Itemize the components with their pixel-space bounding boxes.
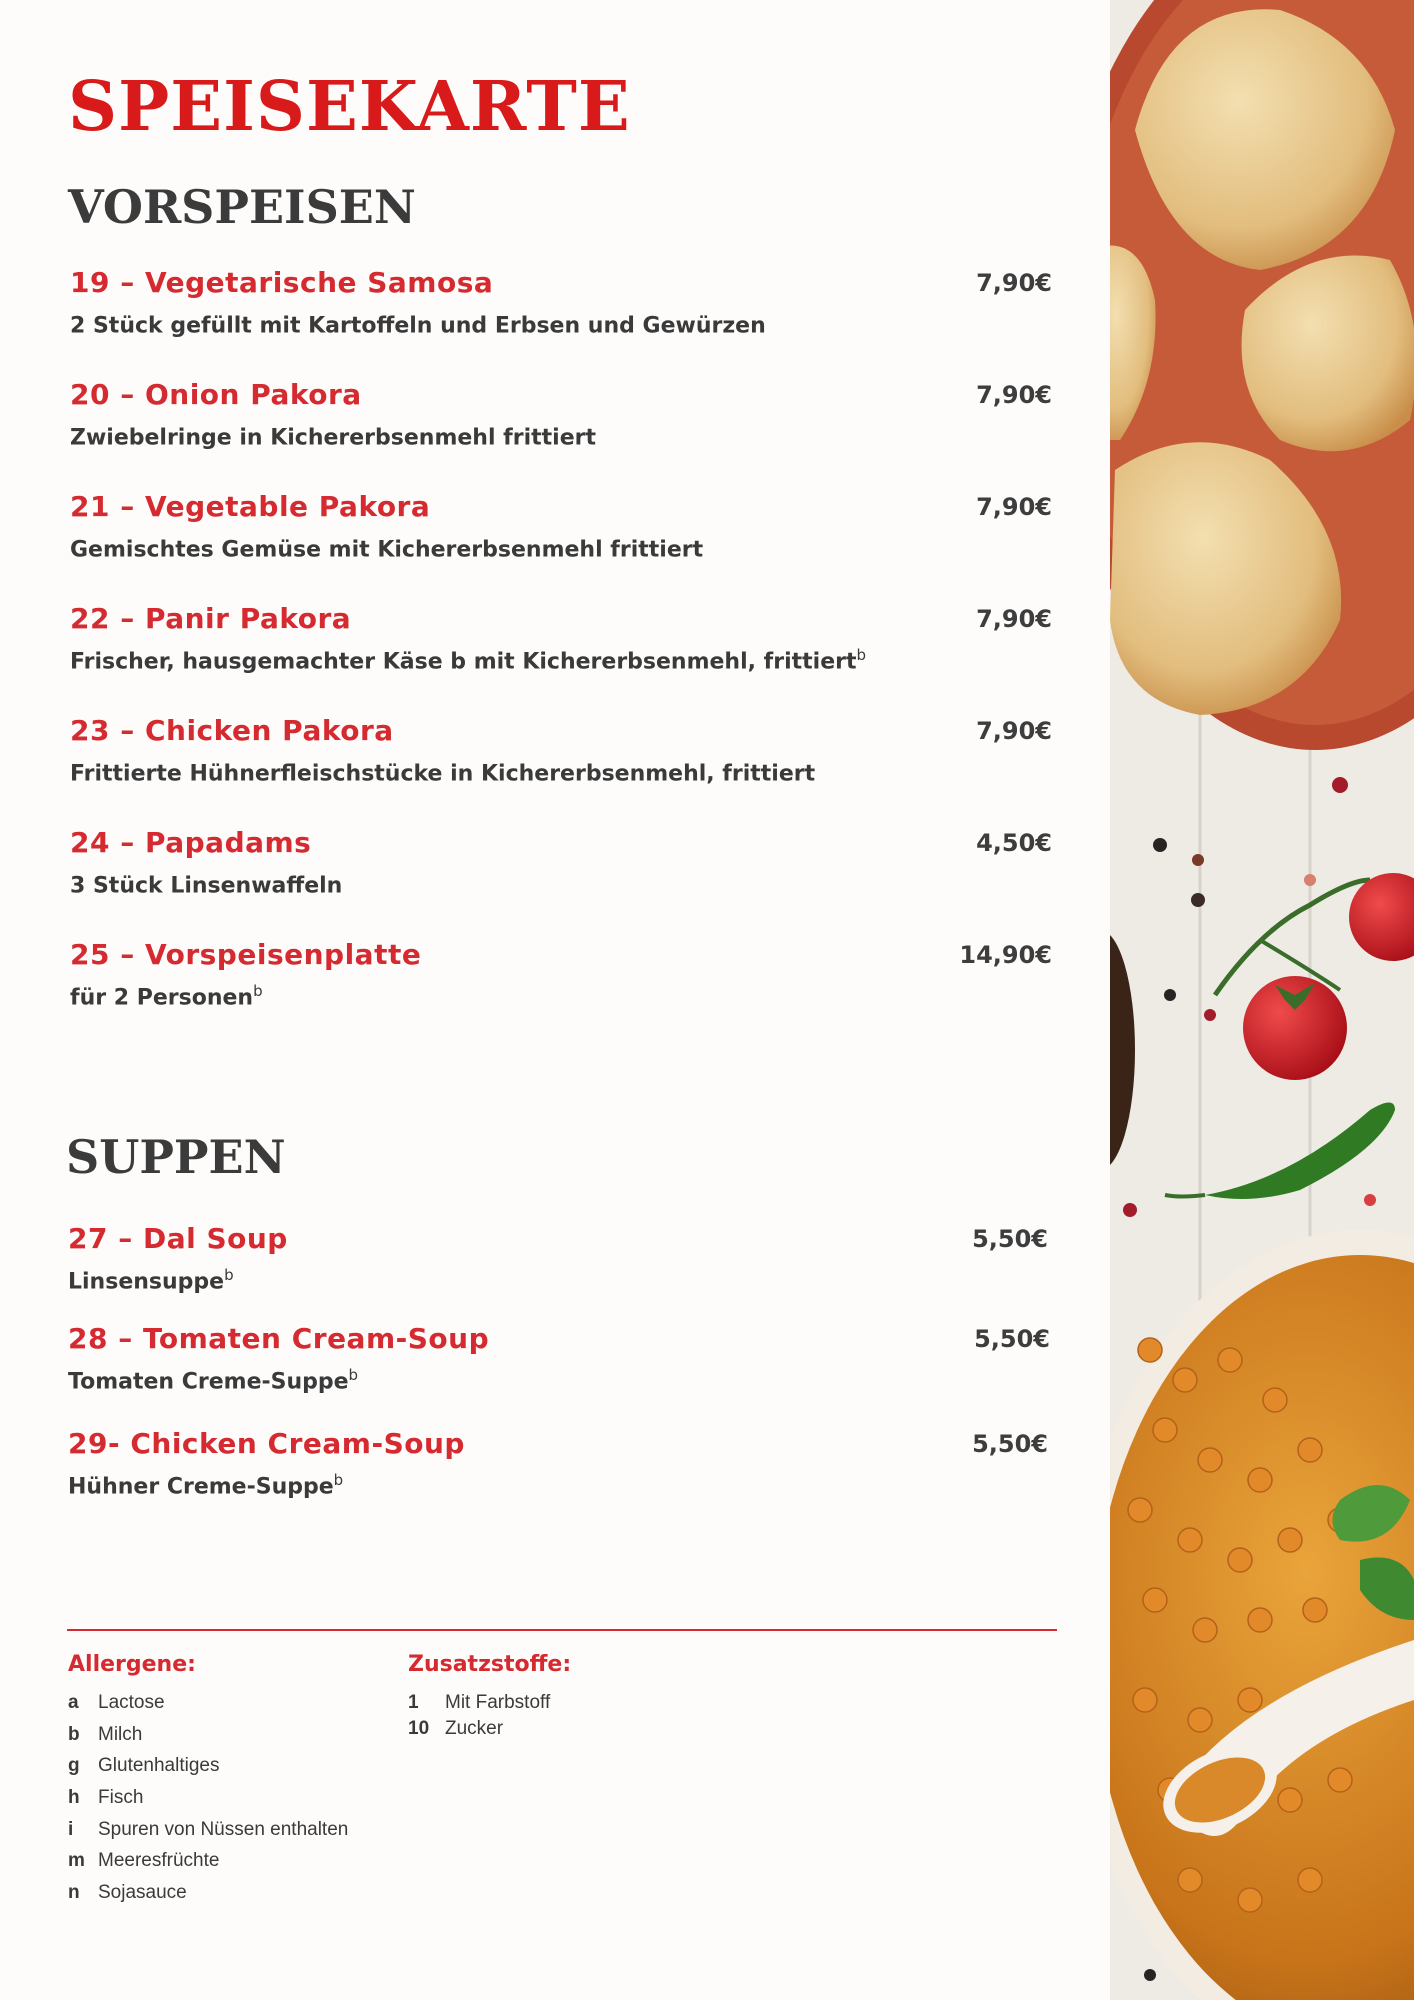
menu-item: [68, 1222, 1048, 1297]
item-desc-text: 3 Stück Linsenwaffeln: [70, 873, 343, 899]
item-description: [70, 752, 1052, 789]
section-heading-vorspeisen: VORSPEISEN: [68, 180, 416, 234]
item-description: [70, 976, 1052, 1013]
item-description: [70, 304, 1052, 341]
legend-code: n: [68, 1882, 80, 1904]
item-price: 7,90€: [976, 605, 1052, 633]
item-price: 7,90€: [976, 493, 1052, 521]
legend-item: [68, 1819, 348, 1851]
item-name: 29- Chicken Cream-Soup: [68, 1427, 465, 1460]
item-desc-text: 2 Stück gefüllt mit Kartoffeln und Erbsen und Gewürzen: [70, 313, 766, 339]
food-photo-icon: [1110, 0, 1414, 2000]
item-desc-text: Zwiebelringe in Kichererbsenmehl frittiert: [70, 425, 596, 451]
item-price: 7,90€: [976, 269, 1052, 297]
legend-item: [68, 1724, 348, 1756]
item-name: 22 – Panir Pakora: [70, 602, 352, 635]
item-price: 5,50€: [972, 1430, 1048, 1458]
item-description: [70, 528, 1052, 565]
legend-code: i: [68, 1818, 74, 1840]
menu-item: [70, 602, 1052, 677]
menu-item: [70, 938, 1052, 1013]
legend-label: Sojasauce: [98, 1882, 187, 1904]
legend-label: Zucker: [445, 1717, 504, 1739]
menu-item: [68, 1427, 1048, 1502]
allergen-marker: b: [333, 1471, 344, 1489]
legend-item: [68, 1787, 348, 1819]
allergene-heading: Allergene:: [68, 1652, 196, 1677]
item-desc-text: Tomaten Creme-Suppe: [68, 1369, 349, 1395]
menu-item: [68, 1322, 1050, 1397]
legend-code: 1: [408, 1692, 419, 1713]
item-description: [68, 1360, 1050, 1397]
menu-item: [70, 714, 1052, 789]
item-name: 21 – Vegetable Pakora: [70, 490, 431, 523]
menu-item: [70, 490, 1052, 565]
allergen-marker: b: [253, 982, 263, 1000]
item-name: 19 – Vegetarische Samosa: [70, 266, 494, 299]
legend-item: [68, 1755, 348, 1787]
item-price: 4,50€: [976, 829, 1052, 857]
allergen-marker: b: [224, 1266, 234, 1284]
item-desc-text: für 2 Personen: [70, 985, 254, 1011]
legend-label: Lactose: [98, 1692, 165, 1713]
item-name: 25 – Vorspeisenplatte: [70, 938, 422, 971]
legend-code: m: [68, 1850, 85, 1872]
item-name: 28 – Tomaten Cream-Soup: [68, 1322, 490, 1355]
legend-label: Milch: [98, 1723, 143, 1745]
allergen-marker: b: [348, 1366, 359, 1384]
zusatzstoffe-heading: Zusatzstoffe:: [408, 1652, 572, 1677]
legend-label: Mit Farbstoff: [445, 1692, 551, 1713]
allergen-marker: b: [856, 646, 867, 664]
legend-code: b: [68, 1723, 80, 1745]
allergene-list: [68, 1692, 348, 1914]
item-price: 7,90€: [976, 381, 1052, 409]
legend-label: Meeresfrüchte: [98, 1850, 220, 1872]
item-description: [68, 1465, 1048, 1502]
item-description: [70, 416, 1052, 453]
menu-item: [70, 826, 1052, 901]
legend-code: 10: [408, 1717, 430, 1739]
legend-item: [408, 1692, 550, 1718]
legend-code: a: [68, 1692, 79, 1713]
item-description: [70, 640, 1052, 677]
item-name: 23 – Chicken Pakora: [70, 714, 394, 747]
item-name: 20 – Onion Pakora: [70, 378, 362, 411]
item-description: [68, 1260, 1048, 1297]
divider: [67, 1629, 1057, 1631]
item-price: 5,50€: [972, 1225, 1048, 1253]
item-desc-text: Frischer, hausgemachter Käse b mit Kichererbsenmehl, frittiert: [70, 649, 857, 675]
food-photo: [1110, 0, 1414, 2000]
item-price: 7,90€: [976, 717, 1052, 745]
legend-item: [408, 1718, 550, 1744]
legend-item: [68, 1692, 348, 1724]
legend-code: h: [68, 1787, 80, 1809]
item-description: [70, 864, 1052, 901]
legend-item: [68, 1882, 348, 1914]
item-desc-text: Gemischtes Gemüse mit Kichererbsenmehl frittiert: [70, 537, 704, 563]
item-price: 14,90€: [959, 941, 1052, 969]
zusatzstoffe-list: [408, 1692, 550, 1743]
menu-item: [70, 378, 1052, 453]
page-title: SPEISEKARTE: [68, 67, 631, 147]
legend-label: Glutenhaltiges: [98, 1755, 220, 1777]
legend-code: g: [68, 1755, 80, 1777]
item-price: 5,50€: [974, 1325, 1050, 1353]
menu-item: [70, 266, 1052, 341]
item-desc-text: Linsensuppe: [68, 1269, 225, 1295]
legend-item: [68, 1850, 348, 1882]
section-heading-suppen: SUPPEN: [66, 1130, 286, 1184]
legend-label: Spuren von Nüssen enthalten: [98, 1818, 349, 1840]
legend-label: Fisch: [98, 1787, 144, 1809]
item-desc-text: Frittierte Hühnerfleischstücke in Kichererbsenmehl, frittiert: [70, 761, 816, 787]
item-name: 24 – Papadams: [70, 826, 312, 859]
item-desc-text: Hühner Creme-Suppe: [68, 1474, 334, 1500]
item-name: 27 – Dal Soup: [68, 1222, 288, 1255]
